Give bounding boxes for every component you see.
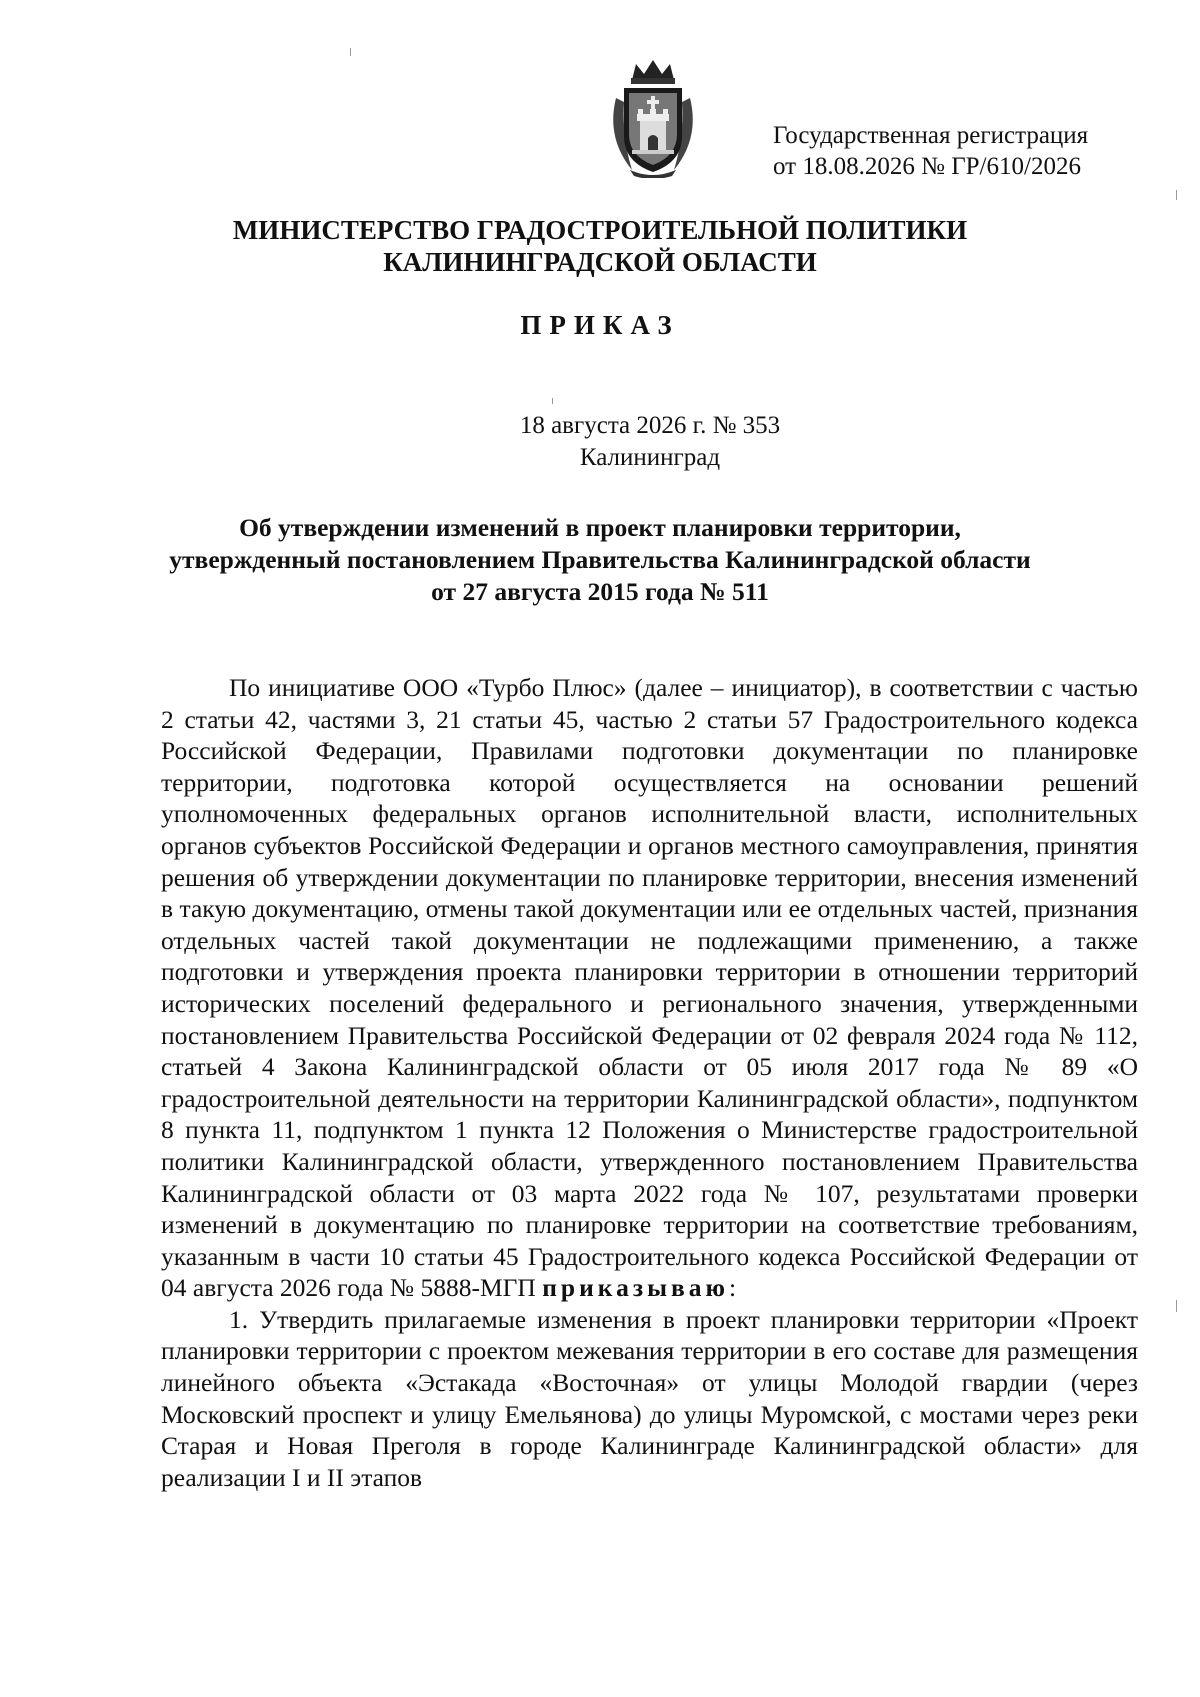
registration-number: от 18.08.2026 № ГР/610/2026: [773, 153, 1081, 180]
subject-line1: Об утверждении изменений в проект планировки территории,: [239, 513, 961, 542]
ministry-name-line2: КАЛИНИНГРАДСКОЙ ОБЛАСТИ: [383, 247, 817, 277]
scan-artifact: [1176, 190, 1177, 200]
scan-artifact: [350, 48, 351, 56]
registration-title: Государственная регистрация: [773, 122, 1089, 149]
preamble-paragraph: [161, 672, 1138, 1304]
order-colon: :: [729, 1273, 737, 1303]
order-subject: [0, 512, 1200, 608]
state-registration: [773, 120, 1088, 182]
order-date-number: 18 августа 2026 г. № 353: [519, 412, 781, 439]
scan-artifact: [1176, 1300, 1177, 1312]
order-city: Калининград: [579, 444, 721, 471]
order-heading: ПРИКАЗ: [520, 310, 680, 340]
preamble-text: По инициативе ООО «Турбо Плюс» (далее – инициатор), в соответствии с частью 2 статьи 42, частями 3, 21 статьи 45, частью 2 статьи 57 Градостроительного кодекса Российской Федерации, Правилами подготовки документации по планировке территории, подготовка которой осуществляется на основании решений уполномоченных федеральных органов исполнительной власти, исполнительных органов субъектов Российской Федерации и органов местного самоуправления, принятия решения об утверждении документации по планировке территории, внесения изменений в такую документацию, отмены такой документации или ее отдельных частей, признания отдельных частей такой документации не подлежащими применению, а также подготовки и утверждения проекта планировки территории в отношении территорий исторических поселений федерального и регионального значения, утвержденными постановлением Правительства Российской Федерации от 02 февраля 2024 года № 112, статьей 4 Закона Калининградской области от 05 июля 2017 года № 89 «О градостроительной деятельности на территории Калининградской области», подпунктом 8 пункта 11, подпунктом 1 пункта 12 Положения о Министерстве градостроительной политики Калининградской области, утвержденного постановлением Правительства Калининградской области от 03 марта 2022 года № 107, результатами проверки изменений в документацию по планировке территории на соответствие требованиям, указанным в части 10 статьи 45 Градостроительного кодекса Российской Федерации от 04 августа 2026 года № 5888-МГП: [161, 673, 1138, 1303]
ministry-name: [0, 214, 1200, 278]
order-date-block: [0, 410, 1200, 474]
clause-1-paragraph: 1. Утвердить прилагаемые изменения в проект планировки территории «Проект планировки территории с проектом межевания территории в его составе для размещения линейного объекта «Эстакада «Восточная» от улицы Молодой гвардии (через Московский проспект и улицу Емельянова) до улицы Муромской, с мостами через реки Старая и Новая Преголя в городе Калининграде Калининградской области» для реализации I и II этапов: [161, 1304, 1138, 1492]
order-body: [161, 672, 1138, 1493]
coat-of-arms-emblem: [602, 58, 704, 178]
subject-line2: утвержденный постановлением Правительства Калининградской области: [169, 545, 1031, 574]
subject-line3: от 27 августа 2015 года № 511: [431, 577, 769, 606]
order-word: приказываю: [542, 1273, 729, 1303]
ministry-name-line1: МИНИСТЕРСТВО ГРАДОСТРОИТЕЛЬНОЙ ПОЛИТИКИ: [232, 215, 968, 245]
scan-artifact: [552, 398, 553, 404]
